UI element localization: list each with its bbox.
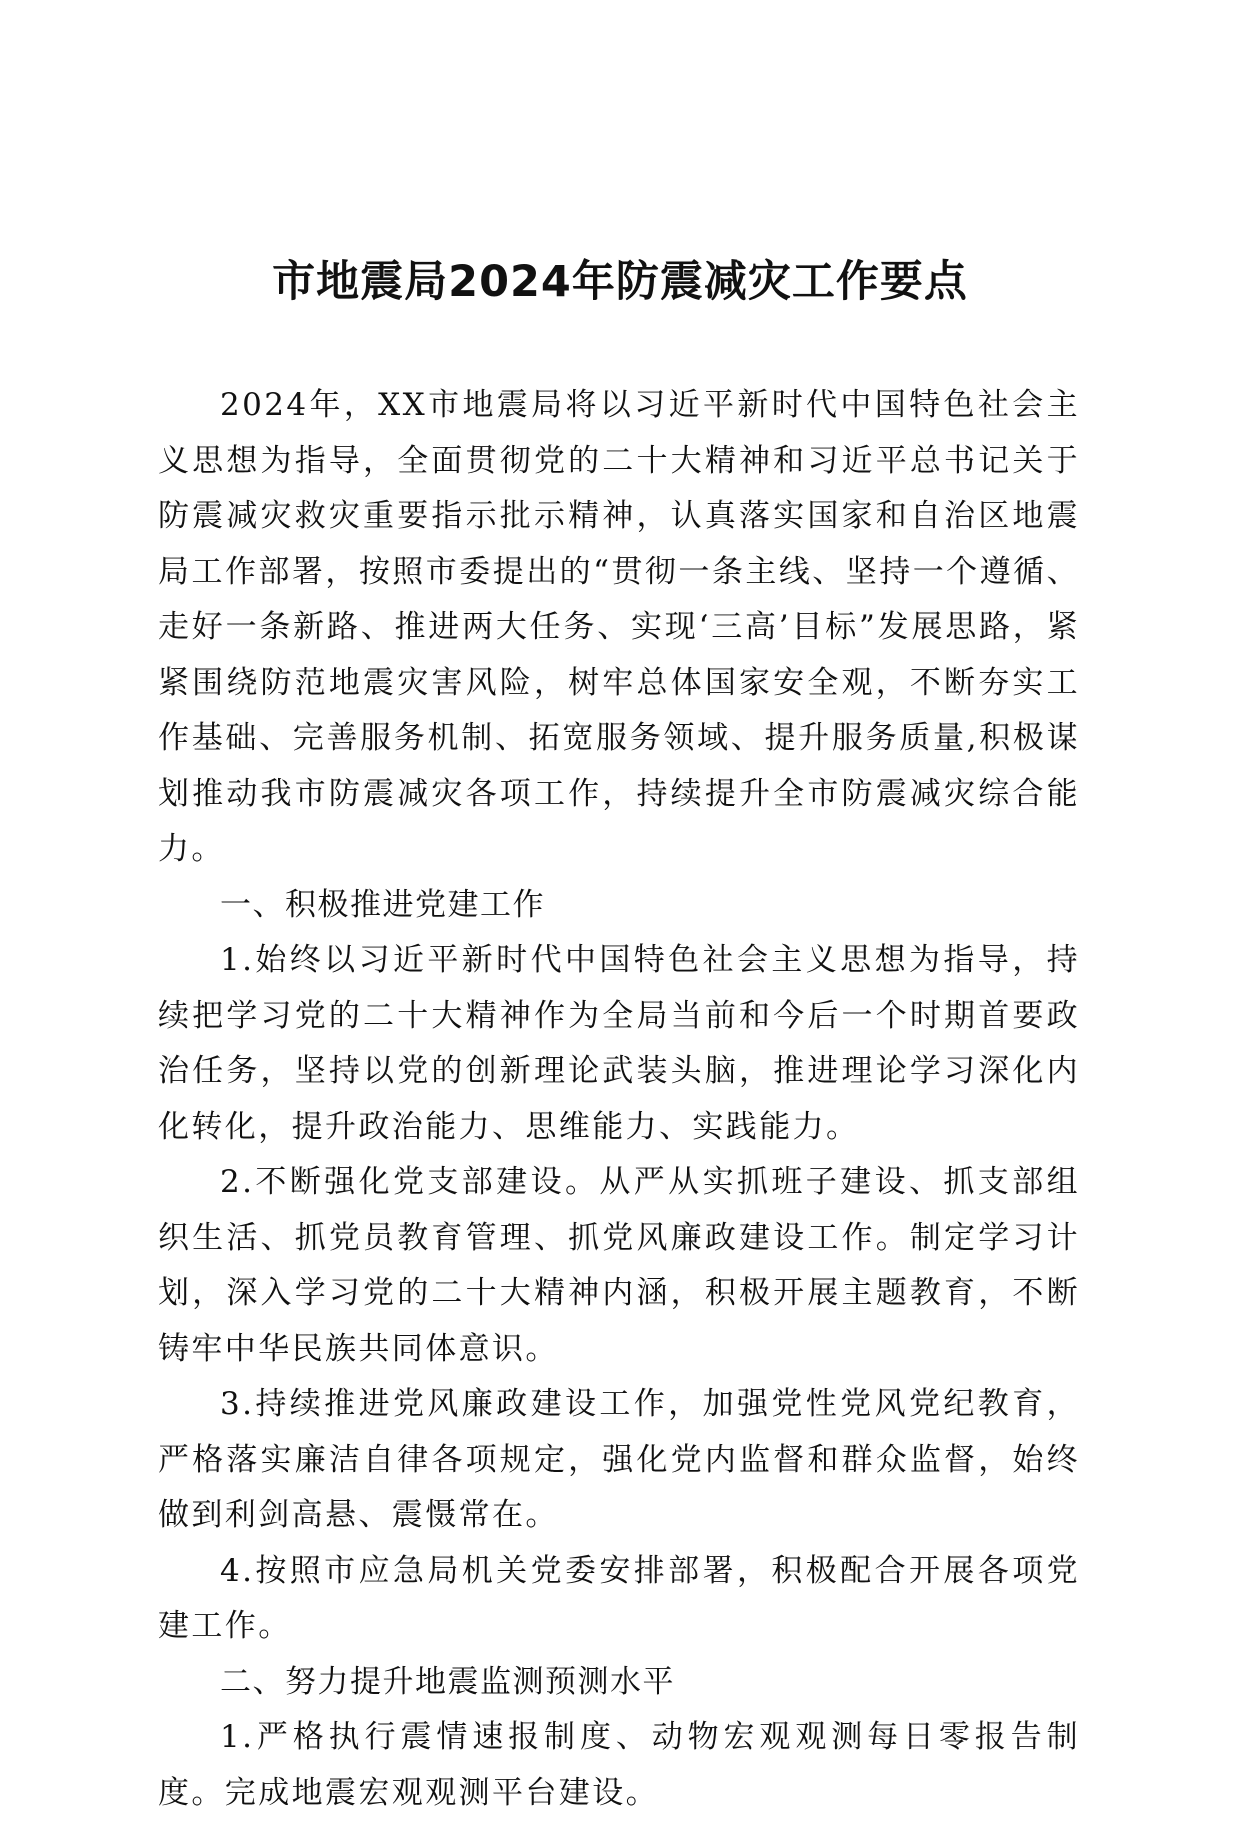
section-2-item-1: 1.严格执行震情速报制度、动物宏观观测每日零报告制度。完成地震宏观观测平台建设。 [158, 1719, 1080, 1811]
section-1-item-3: 3.持续推进党风廉政建设工作，加强党性党风党纪教育，严格落实廉洁自律各项规定，强化党内监督和群众监督，始终做到利剑高悬、震慑常在。 [158, 1386, 1080, 1533]
section-1-item-1: 1.始终以习近平新时代中国特色社会主义思想为指导，持续把学习党的二十大精神作为全局当前和今后一个时期首要政治任务，坚持以党的创新理论武装头脑，推进理论学习深化内化转化，提升政治能力、思维能力、实践能力。 [158, 942, 1080, 1145]
section-1-item-4: 4.按照市应急局机关党委安排部署，积极配合开展各项党建工作。 [158, 1552, 1080, 1644]
intro-paragraph: 2024年，XX市地震局将以习近平新时代中国特色社会主义思想为指导，全面贯彻党的二十大精神和习近平总书记关于防震减灾救灾重要指示批示精神，认真落实国家和自治区地震局工作部署，按照市委提出的“贯彻一条主线、坚持一个遵循、走好一条新路、推进两大任务、实现‘三高’目标”发展思路，紧紧围绕防范地震灾害风险，树牢总体国家安全观，不断夯实工作基础、完善服务机制、拓宽服务领域、提升服务质量,积极谋划推动我市防震减灾各项工作，持续提升全市防震减灾综合能力。 [158, 387, 1080, 867]
document-body [158, 378, 1080, 1821]
document-title: 市地震局2024年防震减灾工作要点 [272, 257, 968, 307]
section-1-item-2: 2.不断强化党支部建设。从严从实抓班子建设、抓支部组织生活、抓党员教育管理、抓党风廉政建设工作。制定学习计划，深入学习党的二十大精神内涵，积极开展主题教育，不断铸牢中华民族共同体意识。 [158, 1164, 1080, 1367]
section-heading-1: 一、积极推进党建工作 [220, 886, 545, 923]
section-heading-2: 二、努力提升地震监测预测水平 [220, 1663, 675, 1700]
